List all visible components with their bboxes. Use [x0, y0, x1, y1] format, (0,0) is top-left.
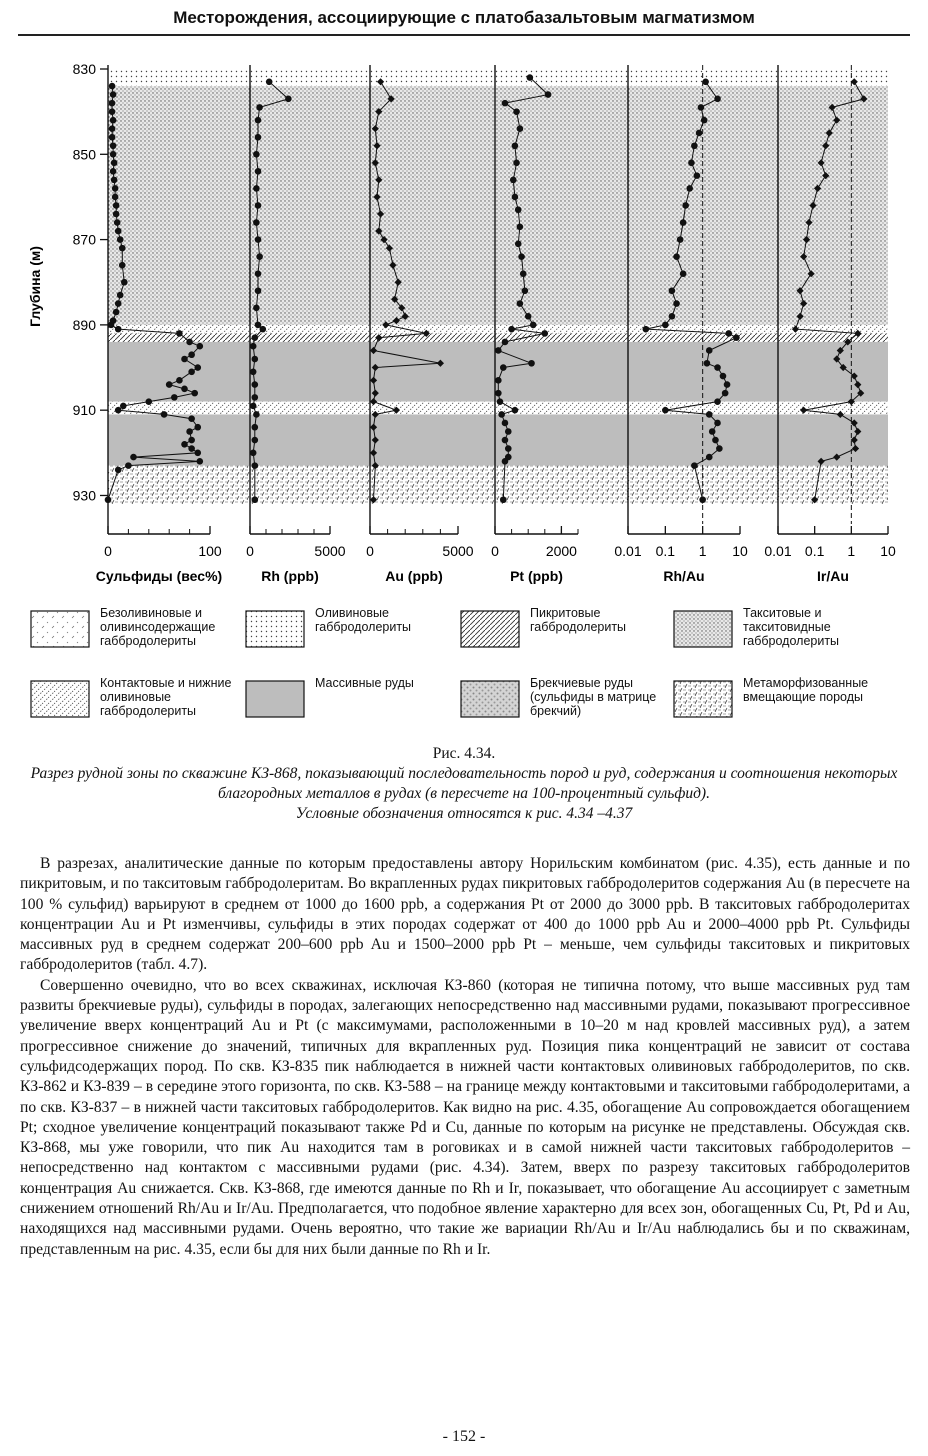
legend-item-taxitic — [673, 606, 898, 650]
data-point — [186, 428, 193, 435]
data-point — [115, 300, 122, 307]
legend-label: Оливиновые габбродолериты — [315, 606, 412, 634]
data-point — [188, 437, 195, 444]
data-point — [686, 185, 693, 192]
data-point — [706, 454, 713, 461]
legend-label: Такситовые и такситовидные габбродолериты — [743, 606, 840, 648]
data-point — [250, 403, 257, 410]
data-point — [166, 381, 173, 388]
data-point — [115, 407, 122, 414]
zone-metamorphic — [108, 466, 888, 504]
data-point — [495, 377, 502, 384]
data-point — [495, 347, 502, 354]
data-point — [520, 270, 527, 277]
data-point — [517, 300, 524, 307]
data-point — [527, 74, 534, 81]
data-point — [188, 415, 195, 422]
data-point — [680, 270, 687, 277]
data-point — [677, 236, 684, 243]
data-point — [260, 326, 267, 333]
data-point — [125, 462, 132, 469]
data-point — [121, 279, 128, 286]
data-point — [186, 339, 193, 346]
data-point — [253, 219, 260, 226]
data-point — [252, 381, 259, 388]
data-point — [515, 206, 522, 213]
x-axis-title: Rh (ppb) — [261, 568, 319, 584]
data-point — [252, 462, 259, 469]
legend-swatch — [245, 680, 305, 718]
data-point — [704, 360, 711, 367]
legend-item-olivine — [245, 606, 470, 650]
data-point — [542, 330, 549, 337]
zone-massive — [108, 414, 888, 465]
data-point — [115, 326, 122, 333]
x-axis-title: Pt (ppb) — [510, 568, 563, 584]
data-point — [171, 394, 178, 401]
data-point — [669, 313, 676, 320]
data-point — [733, 334, 740, 341]
data-point — [194, 450, 201, 457]
running-header — [18, 8, 910, 36]
legend-label: Брекчиевые руды (сульфиды в матрице брекчий) — [530, 676, 657, 718]
legend-swatch — [30, 680, 90, 718]
data-point — [502, 458, 509, 465]
zone-contact — [108, 325, 888, 334]
data-point — [528, 360, 535, 367]
x-tick-label: 0.01 — [764, 543, 792, 559]
data-point — [109, 125, 116, 132]
data-point — [252, 437, 259, 444]
data-point — [505, 445, 512, 452]
data-point — [110, 117, 117, 124]
data-point — [502, 339, 509, 346]
data-point — [512, 407, 519, 414]
data-point — [285, 96, 292, 103]
data-point — [252, 334, 259, 341]
x-axis-title: Rh/Au — [663, 568, 705, 584]
x-tick-label: 0 — [366, 543, 374, 559]
data-point — [130, 454, 137, 461]
data-point — [709, 428, 716, 435]
data-point — [111, 177, 118, 184]
data-point — [714, 398, 721, 405]
x-tick-label: 0 — [246, 543, 254, 559]
data-point — [522, 287, 529, 294]
body-text — [20, 854, 910, 1260]
data-point — [181, 386, 188, 393]
x-tick-label: 2000 — [545, 543, 577, 559]
data-point — [725, 330, 732, 337]
x-tick-label: 1 — [847, 543, 856, 559]
paragraph: В разрезах, аналитические данные по которым предоставлены автору Норильским комбинатом (рис. 4.35), есть данные и по пикритовым, и по такситовым габбродолеритам. Во вкрапленных рудах пикритовых габбродолеритов содержания Au (в пересчете на 100 % сульфид) варьируют в среднем от 1000 до 1600 ppb, а содержания Pt от 2000 до 3000 ppb. В такситовых габбродолеритах концентрации Au и Pt изменчивы, сульфиды в этих породах содержат от 400 до 1000 ppb Au и 2000–4000 ppb Pt. Сульфиды массивных руд в среднем содержат 200–600 ppb Au и 1500–2000 ppb Pt – меньше, чем сульфиды такситовых и пикритовых габбродолеритов (табл. 4.7). — [20, 855, 910, 974]
legend-label: Контактовые и нижние оливиновые габбродолериты — [100, 676, 232, 718]
data-point — [252, 496, 259, 503]
legend-item-picritic — [460, 606, 685, 650]
caption-note: Условные обозначения относятся к рис. 4.34 –4.37 — [295, 805, 633, 822]
data-point — [110, 91, 117, 98]
data-point — [513, 108, 520, 115]
data-point — [525, 313, 532, 320]
legend-item-massive — [245, 676, 470, 720]
data-point — [188, 445, 195, 452]
data-point — [530, 322, 537, 329]
borehole-section-figure — [0, 40, 928, 600]
legend-label: Массивные руды — [315, 676, 414, 690]
data-point — [714, 364, 721, 371]
x-axis-title: Ir/Au — [817, 568, 849, 584]
data-point — [505, 428, 512, 435]
legend-item-plagio — [30, 606, 255, 650]
data-point — [500, 496, 507, 503]
data-point — [255, 287, 262, 294]
data-point — [108, 322, 115, 329]
data-point — [114, 219, 121, 226]
data-point — [253, 185, 260, 192]
data-point — [702, 78, 709, 85]
data-point — [502, 420, 509, 427]
data-point — [253, 411, 260, 418]
data-point — [250, 450, 257, 457]
x-tick-label: 0 — [104, 543, 112, 559]
data-point — [512, 194, 519, 201]
data-point — [250, 343, 257, 350]
data-point — [701, 117, 708, 124]
data-point — [109, 108, 116, 115]
data-point — [146, 398, 153, 405]
y-tick-label: 870 — [72, 231, 96, 248]
data-point — [120, 403, 127, 410]
legend-swatch — [460, 610, 520, 648]
data-point — [706, 411, 713, 418]
data-point — [694, 172, 701, 179]
data-point — [515, 241, 522, 248]
data-point — [682, 202, 689, 209]
page-number: - 152 - — [442, 1428, 486, 1445]
x-tick-label: 100 — [198, 543, 222, 559]
data-point — [669, 287, 676, 294]
data-point — [673, 300, 680, 307]
y-axis-title: Глубина (м) — [27, 246, 43, 327]
data-point — [502, 437, 509, 444]
data-point — [498, 411, 505, 418]
running-header-title: Месторождения, ассоциирующие с платобазальтовым магматизмом — [173, 8, 755, 27]
data-point — [176, 377, 183, 384]
data-point — [662, 322, 669, 329]
data-point — [110, 151, 117, 158]
data-point — [720, 373, 727, 380]
data-point — [109, 83, 116, 90]
data-point — [188, 368, 195, 375]
data-point — [512, 142, 519, 149]
data-point — [662, 407, 669, 414]
data-point — [197, 343, 204, 350]
data-point — [113, 309, 120, 316]
legend-label: Безоливиновые и оливинсодержащие габбродолериты — [100, 606, 216, 648]
data-point — [643, 326, 650, 333]
legend-item-contact — [30, 676, 255, 720]
x-axis-title: Au (ppb) — [385, 568, 443, 584]
data-point — [111, 160, 118, 167]
x-tick-label: 5000 — [442, 543, 474, 559]
y-tick-label: 910 — [72, 402, 96, 419]
caption-text: Разрез рудной зоны по скважине КЗ-868, показывающий последовательность пород и руд, содержания и соотношения некоторых благородных металлов в рудах (в пересчете на 100-процентный сульфид). — [30, 765, 898, 802]
data-point — [255, 117, 262, 124]
data-point — [255, 236, 262, 243]
data-point — [699, 496, 706, 503]
data-point — [673, 253, 680, 260]
data-point — [115, 467, 122, 474]
data-point — [188, 351, 195, 358]
data-point — [113, 211, 120, 218]
y-tick-label: 890 — [72, 316, 96, 333]
data-point — [110, 168, 117, 175]
caption-number: Рис. 4.34. — [432, 745, 496, 762]
data-point — [176, 330, 183, 337]
data-point — [119, 245, 126, 252]
data-point — [712, 437, 719, 444]
data-point — [696, 130, 703, 137]
data-point — [115, 228, 122, 235]
data-point — [508, 326, 515, 333]
x-tick-label: 0.1 — [655, 543, 676, 559]
data-point — [680, 219, 687, 226]
legend-swatch — [245, 610, 305, 648]
zone-taxitic — [108, 86, 888, 325]
data-point — [191, 390, 198, 397]
legend-item-metamorphic — [673, 676, 898, 720]
data-point — [161, 411, 168, 418]
data-point — [255, 270, 262, 277]
legend-swatch — [673, 680, 733, 718]
data-point — [518, 253, 525, 260]
x-axis-title: Сульфиды (вес%) — [95, 568, 223, 584]
x-tick-label: 0 — [491, 543, 499, 559]
y-tick-label: 850 — [72, 146, 96, 163]
paragraph: Совершенно очевидно, что во всех скважинах, исключая КЗ-860 (которая не типична потому, что выше массивных руд там развиты брекчиевые руды), сульфиды в породах, залегающих непосредственно над массивными рудами, показывают прогрессивное увеличение вверх концентраций Au и Pt (с максимумами, расположенными в 10–20 м над кровлей массивных руд), а затем прогрессивное снижение до значений, типичных для вкрапленных руд. Позиция пика концентраций не зависит от состава сульфидсодержащих пород. По скв. КЗ-835 пик наблюдается в нижней части контактовых оливиновых габбродолеритов, по скв. КЗ-862 и КЗ-839 – в середине этого горизонта, по скв. КЗ-588 – на границе между контактовыми и такситовыми габбродолеритами, а по скв. КЗ-837 – в нижней части такситовых габбродолеритов. Как видно на рис. 4.35, обогащение Au сопровождается обогащением Pt; сходное увеличение концентраций показывают также Pd и Cu, данные по которым на рисунке не представлены. Обсуждая скв. КЗ-868, мы уже говорили, что пик Au находится там в роговиках и в самой нижней части такситовых габбродолеритов – непосредственно над контактом с массивными рудами (рис. 4.34). Затем, вверх по разрезу такситовых габбродолеритов концентрация Au снижается. Скв. КЗ-868, где имеются данные по Rh и Ir, показывает, что обогащение Au ассоциирует с заметным снижением отношений Rh/Au и Ir/Au. Предполагается, что подобное явление характерно для всех зон, обогащенных Cu, Pt, Pd и Au, находящихся над массивными рудами. Очень вероятно, что такие же вариации Rh/Au и Ir/Au наблюдались бы и по скважинам, представленным на рис. 4.35, если бы для них были данные по Rh и Ir. — [20, 976, 910, 1258]
x-tick-label: 10 — [880, 543, 896, 559]
figure-caption — [20, 744, 908, 824]
data-point — [256, 104, 263, 111]
data-point — [109, 100, 116, 107]
zone-olivine — [108, 69, 888, 86]
data-point — [714, 420, 721, 427]
data-point — [497, 398, 504, 405]
x-tick-label: 0.1 — [804, 543, 825, 559]
data-point — [716, 445, 723, 452]
y-tick-label: 830 — [72, 61, 96, 77]
data-point — [495, 390, 502, 397]
data-point — [252, 424, 259, 431]
legend-label: Метаморфизованные вмещающие породы — [743, 676, 869, 704]
data-point — [117, 292, 124, 299]
data-point — [113, 202, 120, 209]
data-point — [256, 253, 263, 260]
x-tick-label: 1 — [698, 543, 707, 559]
data-point — [714, 96, 721, 103]
data-point — [112, 185, 119, 192]
data-point — [194, 424, 201, 431]
data-point — [706, 347, 713, 354]
x-tick-label: 0.01 — [614, 543, 642, 559]
data-point — [110, 142, 117, 149]
legend-label: Пикритовые габбродолериты — [530, 606, 627, 634]
data-point — [255, 202, 262, 209]
legend-item-breccia — [460, 676, 685, 720]
data-point — [117, 236, 124, 243]
zone-picritic — [108, 333, 888, 342]
data-point — [266, 78, 273, 85]
data-point — [698, 104, 705, 111]
data-point — [253, 151, 260, 158]
data-point — [500, 364, 507, 371]
data-point — [181, 441, 188, 448]
legend-swatch — [460, 680, 520, 718]
legend — [30, 606, 910, 736]
data-point — [197, 458, 204, 465]
data-point — [688, 160, 695, 167]
legend-swatch — [673, 610, 733, 648]
data-point — [517, 125, 524, 132]
x-tick-label: 5000 — [314, 543, 346, 559]
data-point — [252, 356, 259, 363]
data-point — [255, 168, 262, 175]
data-point — [112, 194, 119, 201]
y-tick-label: 930 — [72, 487, 96, 504]
data-point — [510, 177, 517, 184]
data-point — [513, 160, 520, 167]
data-point — [502, 100, 509, 107]
x-tick-label: 10 — [732, 543, 748, 559]
data-point — [109, 134, 116, 141]
data-point — [253, 305, 260, 312]
data-point — [722, 390, 729, 397]
data-point — [119, 262, 126, 269]
data-point — [181, 356, 188, 363]
data-point — [194, 364, 201, 371]
data-point — [691, 462, 698, 469]
data-point — [724, 381, 731, 388]
legend-swatch — [30, 610, 90, 648]
data-point — [545, 91, 552, 98]
data-point — [691, 142, 698, 149]
data-point — [255, 134, 262, 141]
data-point — [517, 223, 524, 230]
data-point — [250, 368, 257, 375]
data-point — [252, 394, 259, 401]
